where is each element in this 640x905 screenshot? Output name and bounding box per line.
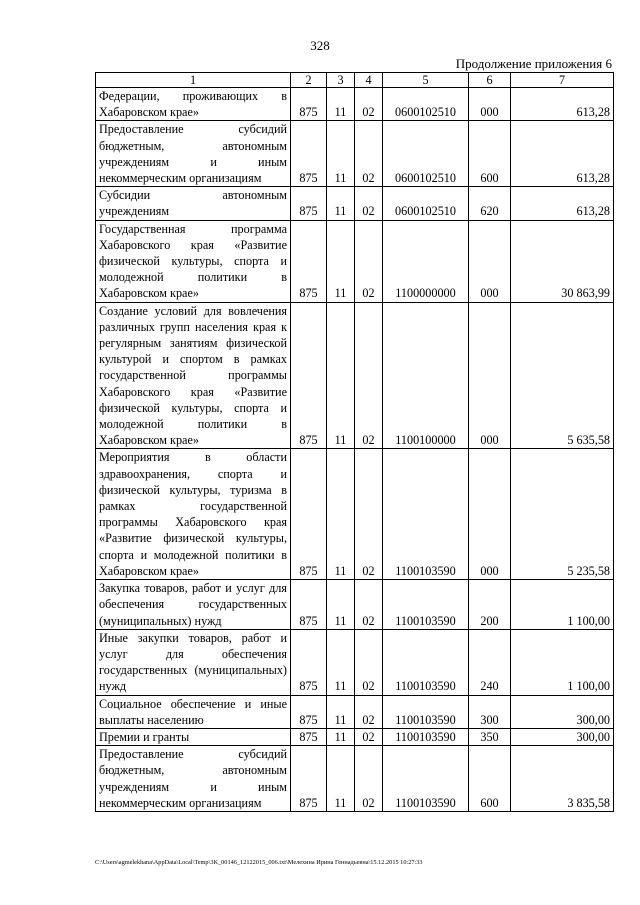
ministry-code: 875 xyxy=(291,88,327,121)
target-article-code: 0600102510 xyxy=(383,88,469,121)
amount: 613,28 xyxy=(511,88,614,121)
subsection-code: 02 xyxy=(355,746,383,812)
section-code: 11 xyxy=(327,187,355,220)
table-row xyxy=(96,187,614,220)
expense-type-code: 000 xyxy=(469,220,511,302)
ministry-code: 875 xyxy=(291,629,327,695)
subsection-code: 02 xyxy=(355,728,383,745)
file-path-footer: C:\Users\agmelekhana\AppData\Local\Temp\3K_00146_12122015_006.txt\Мелехина Ирина Геннадьевна\15.12.2015 10:27:33 xyxy=(95,859,423,866)
amount: 613,28 xyxy=(511,187,614,220)
ministry-code: 875 xyxy=(291,302,327,449)
expense-type-code: 240 xyxy=(469,629,511,695)
ministry-code: 875 xyxy=(291,220,327,302)
item-name: Мероприятия в области здравоохранения, спорта и физической культуры, туризма в рамках государственной программы Хабаровского края «Развитие физической культуры, спорта и молодежной политики в Хабаровском крае» xyxy=(96,449,291,580)
item-name: Предоставление субсидий бюджетным, автономным учреждениям и иным некоммерческим организациям xyxy=(96,746,291,812)
subsection-code: 02 xyxy=(355,449,383,580)
item-name: Закупка товаров, работ и услуг для обеспечения государственных (муниципальных) нужд xyxy=(96,580,291,630)
target-article-code: 0600102510 xyxy=(383,121,469,187)
item-name: Создание условий для вовлечения различных групп населения края к регулярным занятиям физической культурой и спортом в рамках государственной программы Хабаровского края «Развитие физической культуры, спорта и молодежной политики в Хабаровском крае» xyxy=(96,302,291,449)
item-name: Субсидии автономным учреждениям xyxy=(96,187,291,220)
subsection-code: 02 xyxy=(355,121,383,187)
ministry-code: 875 xyxy=(291,187,327,220)
table-row xyxy=(96,728,614,745)
ministry-code: 875 xyxy=(291,746,327,812)
column-header: 1 xyxy=(96,73,291,88)
target-article-code: 1100103590 xyxy=(383,695,469,728)
ministry-code: 875 xyxy=(291,580,327,630)
column-header: 2 xyxy=(291,73,327,88)
ministry-code: 875 xyxy=(291,449,327,580)
amount: 300,00 xyxy=(511,695,614,728)
expense-type-code: 600 xyxy=(469,746,511,812)
subsection-code: 02 xyxy=(355,695,383,728)
subsection-code: 02 xyxy=(355,302,383,449)
table-row xyxy=(96,121,614,187)
table-row xyxy=(96,629,614,695)
table-row xyxy=(96,449,614,580)
table-row xyxy=(96,746,614,812)
target-article-code: 1100103590 xyxy=(383,629,469,695)
target-article-code: 1100103590 xyxy=(383,746,469,812)
section-code: 11 xyxy=(327,302,355,449)
expense-type-code: 620 xyxy=(469,187,511,220)
expense-type-code: 600 xyxy=(469,121,511,187)
section-code: 11 xyxy=(327,629,355,695)
subsection-code: 02 xyxy=(355,187,383,220)
column-header: 4 xyxy=(355,73,383,88)
amount: 1 100,00 xyxy=(511,629,614,695)
target-article-code: 1100103590 xyxy=(383,449,469,580)
target-article-code: 1100100000 xyxy=(383,302,469,449)
item-name: Федерации, проживающих в Хабаровском крае» xyxy=(96,88,291,121)
section-code: 11 xyxy=(327,728,355,745)
budget-table xyxy=(95,72,614,812)
item-name: Иные закупки товаров, работ и услуг для обеспечения государственных (муниципальных) нужд xyxy=(96,629,291,695)
expense-type-code: 000 xyxy=(469,449,511,580)
item-name: Социальное обеспечение и иные выплаты населению xyxy=(96,695,291,728)
section-code: 11 xyxy=(327,88,355,121)
table-row xyxy=(96,580,614,630)
item-name: Государственная программа Хабаровского края «Развитие физической культуры, спорта и молодежной политики в Хабаровском крае» xyxy=(96,220,291,302)
subsection-code: 02 xyxy=(355,629,383,695)
expense-type-code: 000 xyxy=(469,88,511,121)
section-code: 11 xyxy=(327,220,355,302)
section-code: 11 xyxy=(327,580,355,630)
target-article-code: 1100103590 xyxy=(383,728,469,745)
section-code: 11 xyxy=(327,746,355,812)
item-name: Премии и гранты xyxy=(96,728,291,745)
ministry-code: 875 xyxy=(291,121,327,187)
amount: 5 635,58 xyxy=(511,302,614,449)
column-header: 5 xyxy=(383,73,469,88)
table-header-row xyxy=(96,73,614,88)
item-name: Предоставление субсидий бюджетным, автономным учреждениям и иным некоммерческим организациям xyxy=(96,121,291,187)
column-header: 7 xyxy=(511,73,614,88)
section-code: 11 xyxy=(327,449,355,580)
expense-type-code: 000 xyxy=(469,302,511,449)
table-row xyxy=(96,302,614,449)
table-row xyxy=(96,220,614,302)
amount: 300,00 xyxy=(511,728,614,745)
page-number: 328 xyxy=(310,38,330,53)
target-article-code: 1100000000 xyxy=(383,220,469,302)
expense-type-code: 200 xyxy=(469,580,511,630)
table-row xyxy=(96,695,614,728)
ministry-code: 875 xyxy=(291,728,327,745)
subsection-code: 02 xyxy=(355,580,383,630)
subsection-code: 02 xyxy=(355,88,383,121)
amount: 613,28 xyxy=(511,121,614,187)
amount: 1 100,00 xyxy=(511,580,614,630)
ministry-code: 875 xyxy=(291,695,327,728)
target-article-code: 0600102510 xyxy=(383,187,469,220)
amount: 30 863,99 xyxy=(511,220,614,302)
table-row xyxy=(96,88,614,121)
column-header: 6 xyxy=(469,73,511,88)
column-header: 3 xyxy=(327,73,355,88)
section-code: 11 xyxy=(327,121,355,187)
amount: 3 835,58 xyxy=(511,746,614,812)
expense-type-code: 350 xyxy=(469,728,511,745)
subsection-code: 02 xyxy=(355,220,383,302)
target-article-code: 1100103590 xyxy=(383,580,469,630)
section-code: 11 xyxy=(327,695,355,728)
expense-type-code: 300 xyxy=(469,695,511,728)
amount: 5 235,58 xyxy=(511,449,614,580)
appendix-continuation-label: Продолжение приложения 6 xyxy=(455,56,612,71)
